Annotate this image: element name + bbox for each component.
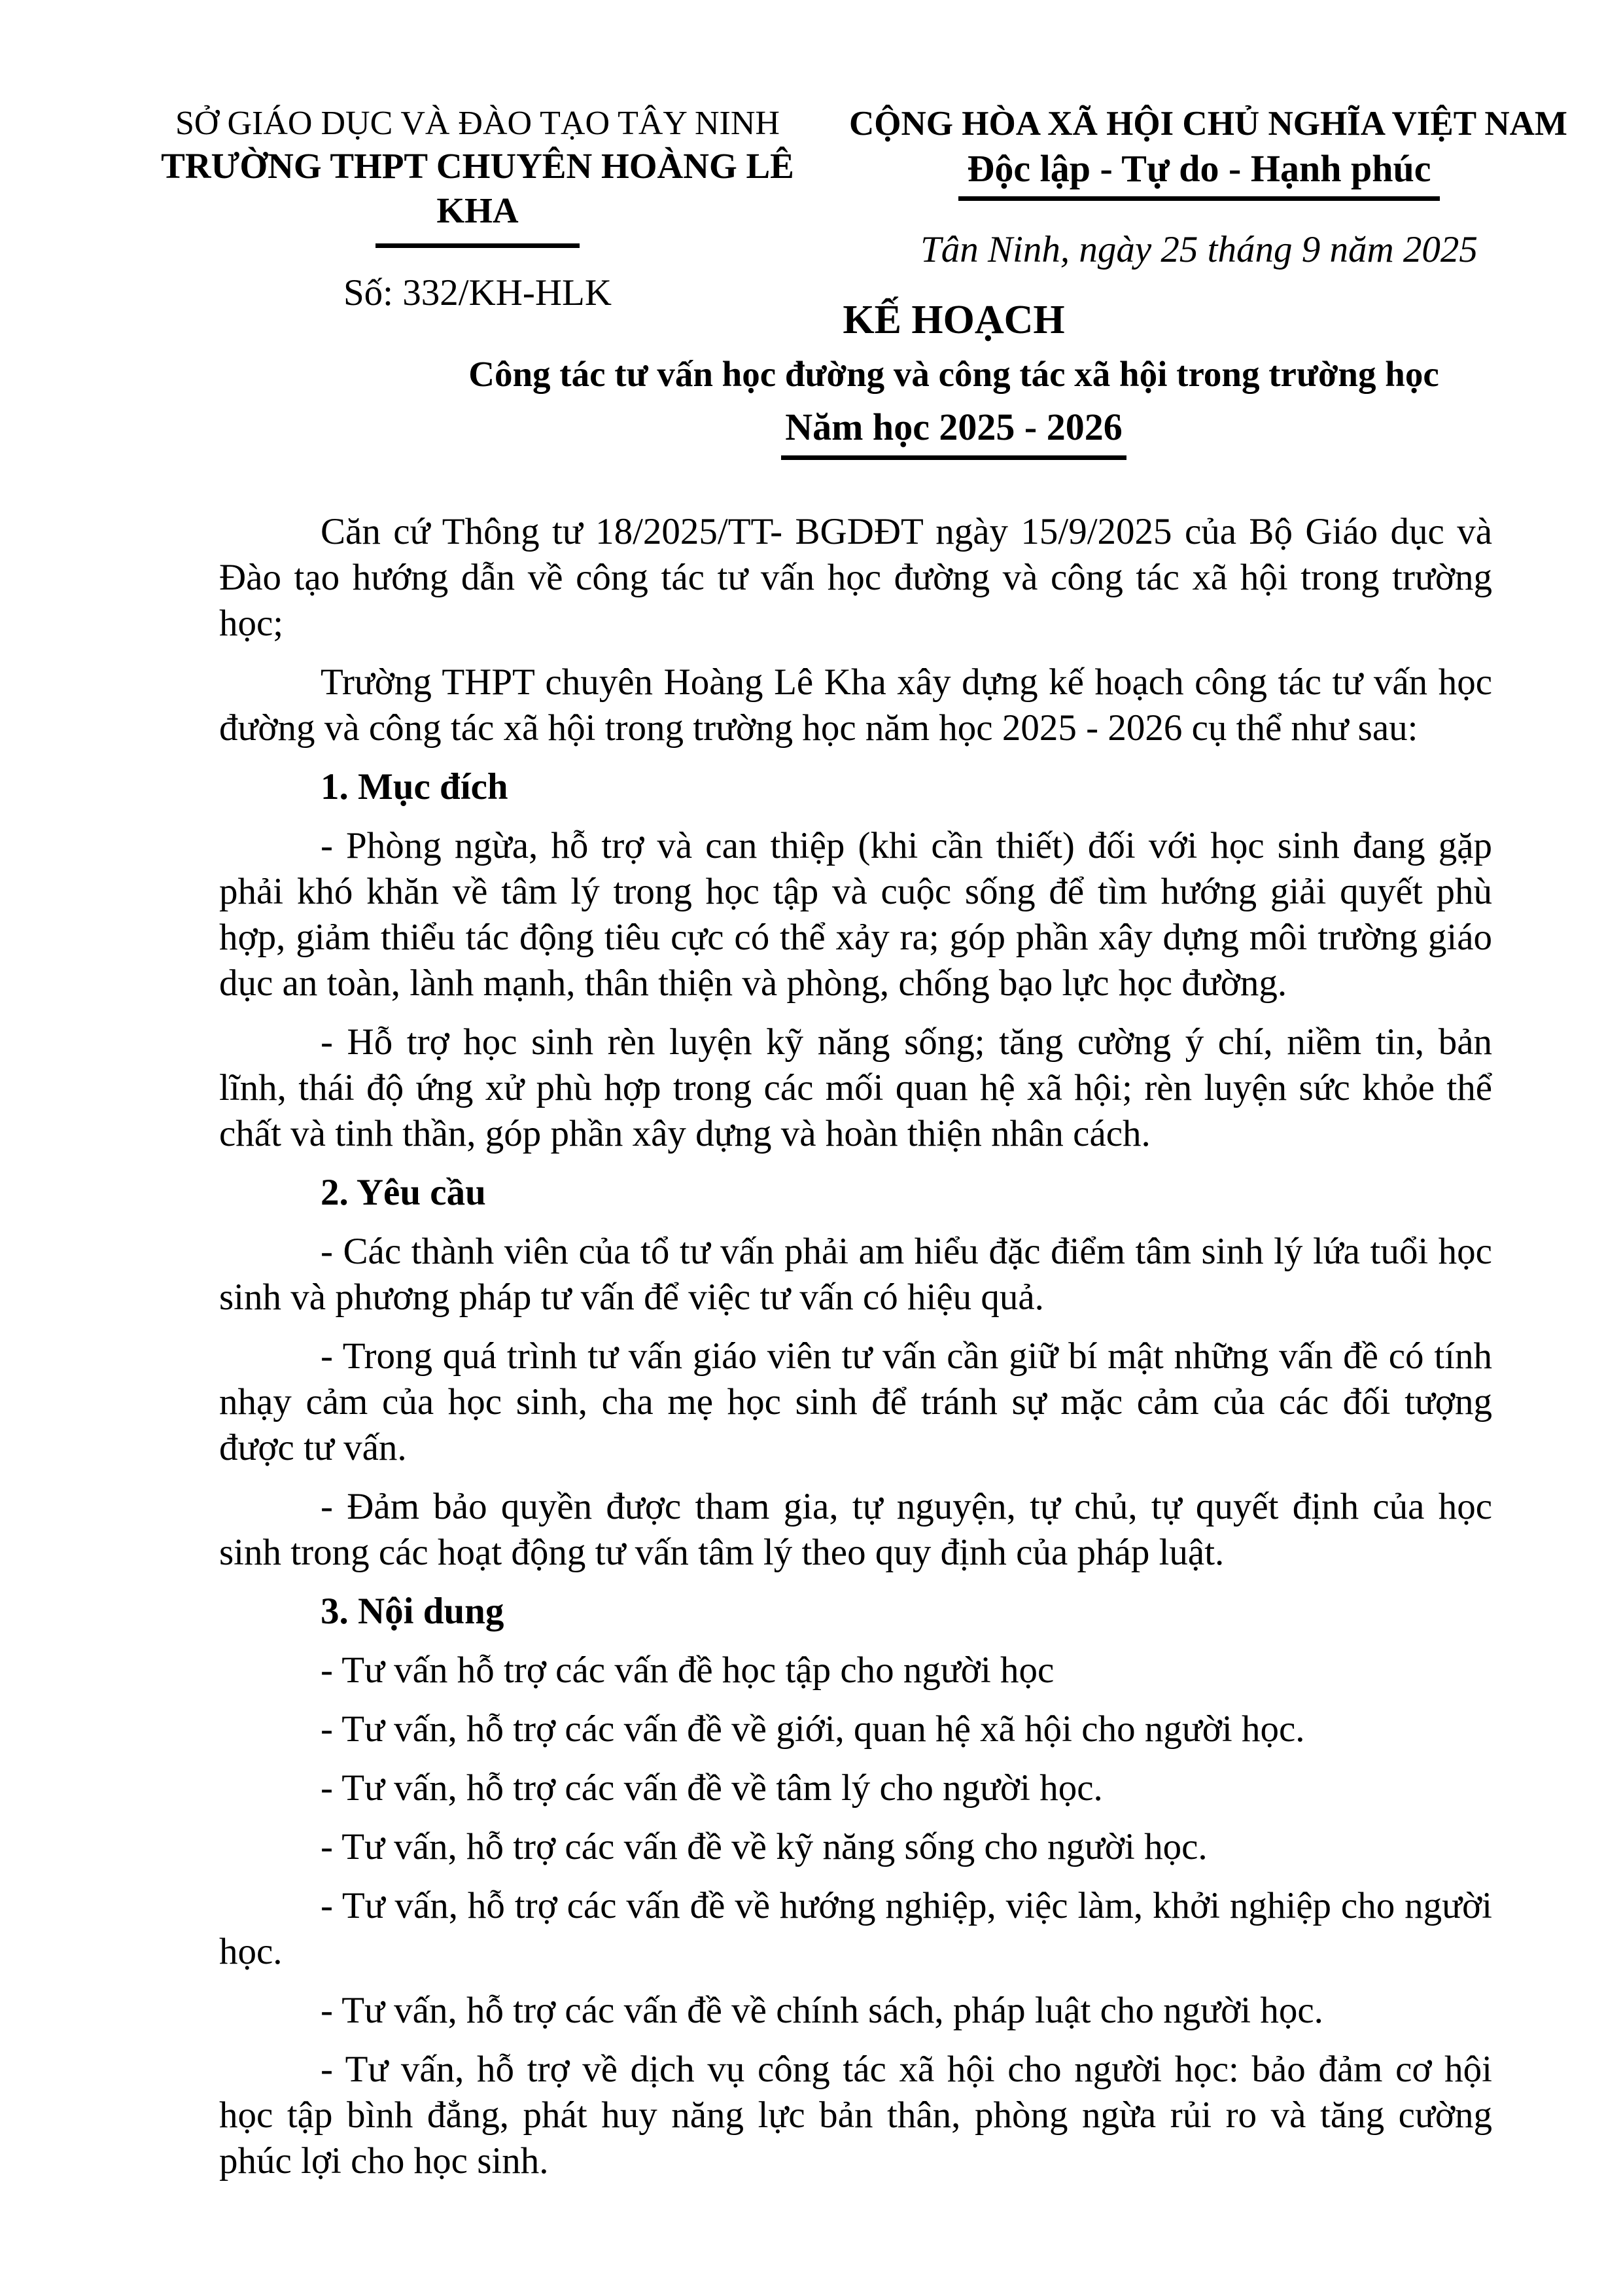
issuer-divider-line — [375, 243, 580, 248]
heading-yeu-cau: 2. Yêu cầu — [321, 1172, 486, 1213]
item-noi-dung-1: - Tư vấn hỗ trợ các vấn đề học tập cho người học — [321, 1650, 1055, 1691]
para-yeu-cau-3: - Đảm bảo quyền được tham gia, tự nguyện, tự chủ, tự quyết định của học sinh trong các hoạt động tư vấn tâm lý theo quy định của pháp luật. — [219, 1486, 1492, 1573]
issuer-school: TRƯỜNG THPT CHUYÊN HOÀNG LÊ KHA — [161, 146, 794, 230]
item-noi-dung-7: - Tư vấn, hỗ trợ về dịch vụ công tác xã hội cho người học: bảo đảm cơ hội học tập bình đẳng, phát huy năng lực bản thân, phòng ngừa rủi ro và tăng cường phúc lợi cho học sinh. — [219, 2049, 1492, 2181]
national-motto-line — [849, 148, 1549, 201]
item-noi-dung-5: - Tư vấn, hỗ trợ các vấn đề về hướng nghiệp, việc làm, khởi nghiệp cho người học. — [219, 1885, 1492, 1972]
para-yeu-cau-2: - Trong quá trình tư vấn giáo viên tư vấn cần giữ bí mật những vấn đề có tính nhạy cảm của học sinh, cha mẹ học sinh để tránh sự mặc cảm của các đối tượng được tư vấn. — [219, 1335, 1492, 1468]
issuing-authority-block — [121, 103, 834, 315]
item-noi-dung-3: - Tư vấn, hỗ trợ các vấn đề về tâm lý cho người học. — [321, 1767, 1103, 1809]
para-yeu-cau-1: - Các thành viên của tổ tư vấn phải am hiểu đặc điểm tâm sinh lý lứa tuổi học sinh và phương pháp tư vấn để việc tư vấn có hiệu quả. — [219, 1231, 1492, 1318]
national-motto: Độc lập - Tự do - Hạnh phúc — [958, 148, 1440, 201]
school-year-line — [317, 406, 1590, 460]
para-intro: Trường THPT chuyên Hoàng Lê Kha xây dựng kế hoạch công tác tư vấn học đường và công tác xã hội trong trường học năm học 2025 - 2026 cụ thể như sau: — [219, 662, 1492, 749]
para-legal-basis: Căn cứ Thông tư 18/2025/TT- BGDĐT ngày 15/9/2025 của Bộ Giáo dục và Đào tạo hướng dẫn về công tác tư vấn học đường và công tác xã hội trong trường học; — [219, 511, 1492, 644]
heading-muc-dich: 1. Mục đích — [321, 766, 508, 807]
national-name: CỘNG HÒA XÃ HỘI CHỦ NGHĨA VIỆT NAM — [849, 105, 1567, 143]
doc-number: Số: 332/KH-HLK — [343, 272, 612, 313]
national-header-block — [849, 103, 1567, 272]
doc-subject-title: Công tác tư vấn học đường và công tác xã hội trong trường học — [468, 354, 1439, 394]
issuer-department: SỞ GIÁO DỤC VÀ ĐÀO TẠO TÂY NINH — [175, 105, 780, 142]
para-muc-dich-1: - Phòng ngừa, hỗ trợ và can thiệp (khi cần thiết) đối với học sinh đang gặp phải khó khăn về tâm lý trong học tập và cuộc sống để tìm hướng giải quyết phù hợp, giảm thiểu tác động tiêu cực có thể xảy ra; góp phần xây dựng môi trường giáo dục an toàn, lành mạnh, thân thiện và phòng, chống bạo lực học đường. — [219, 825, 1492, 1004]
heading-noi-dung: 3. Nội dung — [321, 1591, 504, 1632]
item-noi-dung-4: - Tư vấn, hỗ trợ các vấn đề về kỹ năng sống cho người học. — [321, 1826, 1208, 1867]
item-noi-dung-2: - Tư vấn, hỗ trợ các vấn đề về giới, quan hệ xã hội cho người học. — [321, 1708, 1305, 1750]
document-body — [219, 509, 1492, 2184]
para-muc-dich-2: - Hỗ trợ học sinh rèn luyện kỹ năng sống; tăng cường ý chí, niềm tin, bản lĩnh, thái độ ứng xử phù hợp trong các mối quan hệ xã hội; rèn luyện sức khỏe thể chất và tinh thần, góp phần xây dựng và hoàn thiện nhân cách. — [219, 1021, 1492, 1154]
place-date-line: Tân Ninh, ngày 25 tháng 9 năm 2025 — [920, 229, 1478, 270]
title-block — [219, 296, 1590, 460]
doc-type-title: KẾ HOẠCH — [843, 298, 1065, 342]
school-year-title: Năm học 2025 - 2026 — [781, 406, 1126, 460]
item-noi-dung-6: - Tư vấn, hỗ trợ các vấn đề về chính sách, pháp luật cho người học. — [321, 1990, 1323, 2031]
